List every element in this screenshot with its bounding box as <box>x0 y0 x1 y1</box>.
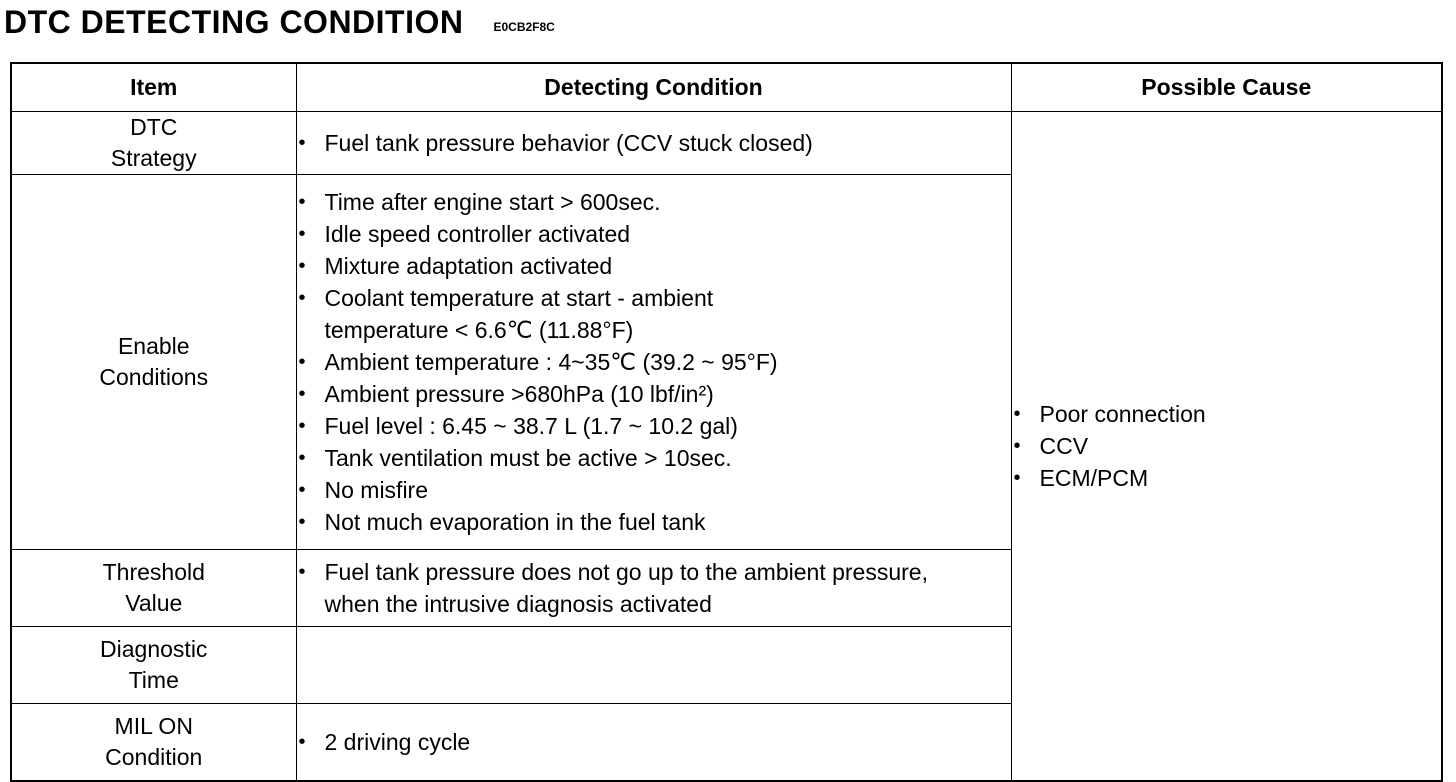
condition-list <box>297 186 1011 538</box>
possible-cause-cell <box>1011 112 1442 781</box>
condition-list <box>297 127 1011 159</box>
condition-item: • Ambient pressure >680hPa (10 lbf/in²) <box>297 378 1011 410</box>
condition-item: • Fuel tank pressure does not go up to the ambient pressure, when the intrusive diagnosis activated <box>297 556 945 620</box>
condition-item: • Coolant temperature at start - ambient temperature < 6.6℃ (11.88°F) <box>297 282 805 346</box>
condition-item: • Time after engine start > 600sec. <box>297 186 1011 218</box>
condition-cell <box>296 704 1011 781</box>
possible-cause-list <box>1012 398 1442 494</box>
condition-item: • Fuel level : 6.45 ~ 38.7 L (1.7 ~ 10.2 gal) <box>297 410 1011 442</box>
document-code: E0CB2F8C <box>493 20 555 34</box>
item-label: DTC Strategy <box>110 114 197 171</box>
condition-item: • Ambient temperature : 4~35℃ (39.2 ~ 95°F) <box>297 346 1011 378</box>
condition-item: • Mixture adaptation activated <box>297 250 1011 282</box>
item-label: MIL ON Condition <box>105 712 203 770</box>
condition-item: • Fuel tank pressure behavior (CCV stuck closed) <box>297 127 1011 159</box>
item-cell <box>11 175 296 550</box>
condition-cell <box>296 627 1011 704</box>
item-label: Threshold Value <box>102 559 205 616</box>
page-header <box>4 0 555 44</box>
condition-item: • No misfire <box>297 474 1011 506</box>
item-label: Enable Conditions <box>99 333 209 390</box>
table-header-row <box>11 63 1442 112</box>
condition-item: • Not much evaporation in the fuel tank <box>297 506 1011 538</box>
page-title: DTC DETECTING CONDITION <box>4 3 464 40</box>
dtc-table <box>10 62 1443 782</box>
condition-cell <box>296 550 1011 627</box>
item-cell <box>11 550 296 627</box>
cause-item: • CCV <box>1012 430 1442 462</box>
condition-item: • Tank ventilation must be active > 10sec. <box>297 442 1011 474</box>
condition-item: • Idle speed controller activated <box>297 218 1011 250</box>
column-header-item: Item <box>11 63 296 112</box>
condition-cell <box>296 175 1011 550</box>
condition-list <box>297 556 1011 620</box>
item-cell <box>11 704 296 781</box>
condition-list <box>297 726 1011 758</box>
column-header-detecting-condition: Detecting Condition <box>296 63 1011 112</box>
item-cell <box>11 627 296 704</box>
cause-item: • ECM/PCM <box>1012 462 1442 494</box>
condition-item: • 2 driving cycle <box>297 726 1011 758</box>
table-row-dtc-strategy <box>11 112 1442 175</box>
condition-cell <box>296 112 1011 175</box>
cause-item: • Poor connection <box>1012 398 1442 430</box>
item-label: Diagnostic Time <box>100 636 208 693</box>
item-cell <box>11 112 296 175</box>
column-header-possible-cause: Possible Cause <box>1011 63 1442 112</box>
